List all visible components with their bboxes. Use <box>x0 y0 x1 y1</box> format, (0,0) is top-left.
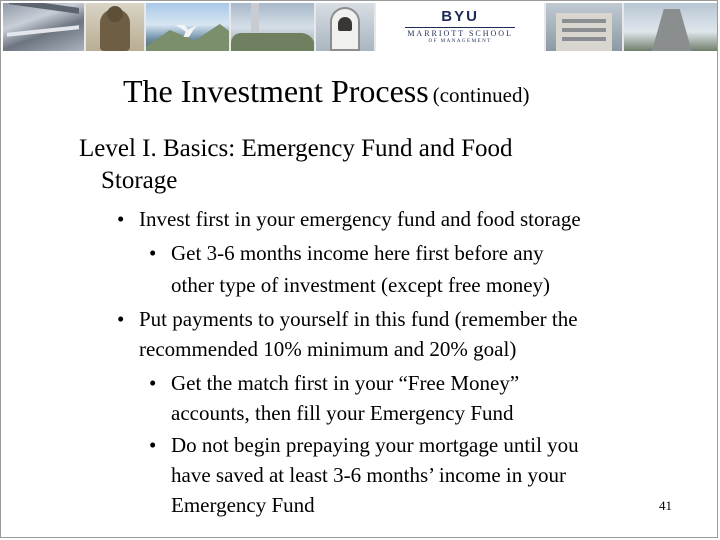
byu-logo <box>376 3 545 51</box>
building-photo <box>546 3 621 51</box>
page-number: 41 <box>659 498 672 513</box>
bullet-text: Get the match first in your “Free Money” <box>171 371 520 395</box>
logo-rule <box>405 27 515 28</box>
sub-bullet-item-continued <box>171 269 550 301</box>
level-heading <box>79 133 639 197</box>
mountain-y-photo <box>146 3 229 51</box>
bullet-text: Do not begin prepaying your mortgage until you <box>171 433 579 457</box>
tower-photo <box>624 3 717 51</box>
bell-arch-photo <box>316 3 374 51</box>
sub-bullet-item-continued <box>171 489 315 521</box>
bullet-text: Invest first in your emergency fund and food storage <box>139 207 581 231</box>
bullet-item-continued <box>139 333 516 365</box>
bullet-dot: • <box>149 241 157 265</box>
bullet-dot: • <box>149 371 157 395</box>
sub-bullet-item-continued <box>171 459 566 491</box>
bullet-dot: • <box>117 207 125 231</box>
header-banner <box>3 3 717 51</box>
logo-subline: OF MANAGEMENT <box>428 39 492 44</box>
title-main: The Investment Process <box>123 73 429 109</box>
slide-title <box>123 73 530 110</box>
level-heading-line1: Level I. Basics: Emergency Fund and Food <box>79 135 513 162</box>
bullet-text: Get 3-6 months income here first before any <box>171 241 544 265</box>
bullet-dot: • <box>117 307 125 331</box>
bullet-text: have saved at least 3-6 months’ income in your <box>171 463 567 487</box>
bullet-item <box>117 303 578 335</box>
sub-bullet-item <box>149 367 520 399</box>
bullet-text: recommended 10% minimum and 20% goal) <box>139 337 517 361</box>
bullet-text: Emergency Fund <box>171 493 315 517</box>
bullet-dot: • <box>149 433 157 457</box>
logo-school: MARRIOTT SCHOOL <box>407 29 513 38</box>
bullet-text: accounts, then fill your Emergency Fund <box>171 401 514 425</box>
title-sub: (continued) <box>432 83 530 107</box>
sub-bullet-item <box>149 429 579 461</box>
sub-bullet-item <box>149 237 544 269</box>
statue-photo <box>86 3 144 51</box>
bullet-item <box>117 203 581 235</box>
bullet-text: Put payments to yourself in this fund (remember the <box>139 307 578 331</box>
bullet-text: other type of investment (except free money) <box>171 273 551 297</box>
logo-brand: BYU <box>441 8 479 25</box>
level-heading-line2: Storage <box>101 167 178 194</box>
stone-columns-photo <box>3 3 84 51</box>
campus-spire-photo <box>231 3 314 51</box>
sub-bullet-item-continued <box>171 397 514 429</box>
